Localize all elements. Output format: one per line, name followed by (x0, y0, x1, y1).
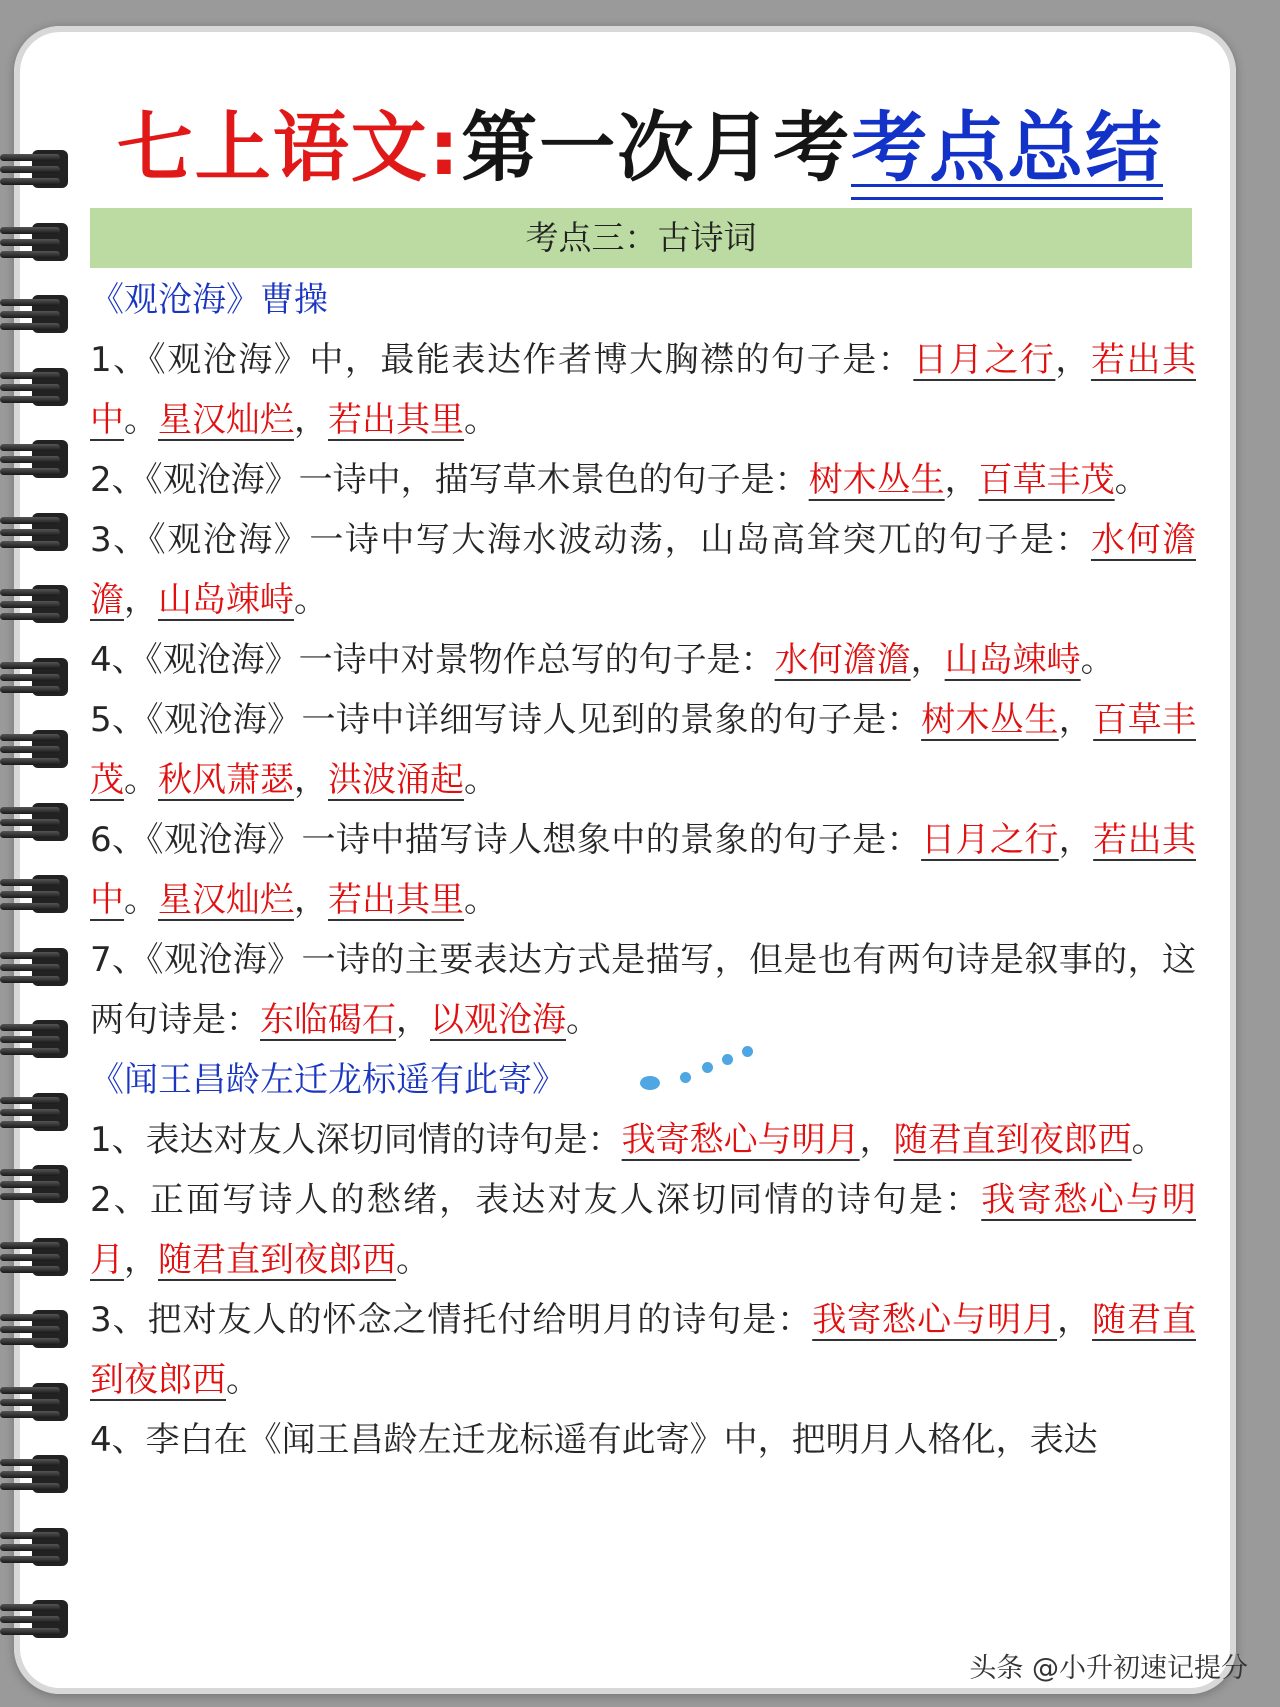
list-item: 1、《观沧海》中，最能表达作者博大胸襟的句子是：日月之行，若出其中。星汉灿烂，若出其里。 (90, 340, 1197, 440)
binding-ring (0, 1083, 74, 1141)
binding-ring (0, 503, 74, 561)
answer-text: 百草丰茂 (90, 700, 1197, 800)
list-item: 2、正面写诗人的愁绪，表达对友人深切同情的诗句是：我寄愁心与明月，随君直到夜郎西。 (90, 1180, 1196, 1280)
binding-ring (0, 1445, 74, 1503)
answer-text: 若出其中 (90, 820, 1197, 920)
binding-ring (0, 1373, 74, 1431)
answer-text: 日月之行 (921, 820, 1059, 860)
content-body (90, 270, 1196, 1470)
ink-smudge (610, 1010, 810, 1120)
answer-text: 我寄愁心与明月 (812, 1300, 1058, 1340)
answer-text: 我寄愁心与明月 (621, 1120, 860, 1160)
list-item: 6、《观沧海》一诗中描写诗人想象中的景象的句子是：日月之行，若出其中。星汉灿烂，若出其里。 (90, 820, 1197, 920)
list-item: 4、《观沧海》一诗中对景物作总写的句子是：水何澹澹，山岛竦峙。 (90, 640, 1115, 680)
smudge-dot (640, 1076, 660, 1090)
binding-ring (0, 213, 74, 271)
smudge-dot (722, 1054, 733, 1065)
answer-text: 以观沧海 (430, 1000, 566, 1040)
title-exam: 第一次月考 (461, 103, 852, 192)
binding-ring (0, 358, 74, 416)
list-item: 3、《观沧海》一诗中写大海水波动荡，山岛高耸突兀的句子是：水何澹澹，山岛竦峙。 (90, 520, 1196, 620)
binding-ring (0, 1228, 74, 1286)
answer-text: 日月之行 (913, 340, 1056, 380)
poem-heading-guan-cang-hai: 《观沧海》曹操 (90, 280, 328, 320)
answer-text: 星汉灿烂 (158, 400, 294, 440)
answer-text: 水何澹澹 (90, 520, 1196, 620)
answer-text: 若出其里 (328, 400, 464, 440)
binding-ring (0, 1590, 74, 1648)
title-summary: 考点总结 (851, 100, 1163, 196)
smudge-dot (680, 1072, 691, 1083)
answer-text: 我寄愁心与明月 (90, 1180, 1196, 1280)
answer-text: 水何澹澹 (774, 640, 911, 680)
answer-text: 树木丛生 (921, 700, 1059, 740)
binding-ring (0, 720, 74, 778)
title-subject: 七上语文: (116, 103, 462, 192)
answer-text: 秋风萧瑟 (158, 760, 294, 800)
list-item: 4、李白在《闻王昌龄左迁龙标遥有此寄》中，把明月人格化，表达 (90, 1420, 1098, 1460)
list-item: 7、《观沧海》一诗的主要表达方式是描写，但是也有两句诗是叙事的，这两句诗是：东临碣石，以观沧海。 (90, 940, 1196, 1040)
smudge-dot (742, 1046, 753, 1057)
answer-text: 洪波涌起 (328, 760, 464, 800)
answer-text: 星汉灿烂 (158, 880, 294, 920)
list-item: 5、《观沧海》一诗中详细写诗人见到的景象的句子是：树木丛生，百草丰茂。秋风萧瑟，洪波涌起。 (90, 700, 1197, 800)
answer-text: 百草丰茂 (978, 460, 1115, 500)
smudge-dot (702, 1062, 713, 1073)
binding-ring (0, 285, 74, 343)
page-title (0, 100, 1280, 196)
binding-ring (0, 430, 74, 488)
binding-ring (0, 793, 74, 851)
answer-text: 随君直到夜郎西 (90, 1300, 1197, 1400)
binding-ring (0, 648, 74, 706)
binding-ring (0, 1518, 74, 1576)
section-banner: 考点三：古诗词 (90, 208, 1192, 268)
answer-text: 东临碣石 (260, 1000, 396, 1040)
answer-text: 树木丛生 (808, 460, 945, 500)
list-item: 1、表达对友人深切同情的诗句是：我寄愁心与明月，随君直到夜郎西。 (90, 1120, 1166, 1160)
binding-ring (0, 1300, 74, 1358)
answer-text: 山岛竦峙 (158, 580, 294, 620)
watermark-footer: 头条 @小升初速记提分 (969, 1653, 1248, 1684)
answer-text: 若出其里 (328, 880, 464, 920)
list-item: 2、《观沧海》一诗中，描写草木景色的句子是：树木丛生，百草丰茂。 (90, 460, 1149, 500)
binding-ring (0, 865, 74, 923)
binding-ring (0, 938, 74, 996)
answer-text: 随君直到夜郎西 (893, 1120, 1132, 1160)
binding-ring (0, 1010, 74, 1068)
answer-text: 随君直到夜郎西 (158, 1240, 396, 1280)
answer-text: 若出其中 (90, 340, 1197, 440)
binding-ring (0, 1155, 74, 1213)
answer-text: 山岛竦峙 (944, 640, 1081, 680)
binding-ring (0, 575, 74, 633)
list-item: 3、把对友人的怀念之情托付给明月的诗句是：我寄愁心与明月，随君直到夜郎西。 (90, 1300, 1197, 1400)
poem-heading-wen-wang-changling: 《闻王昌龄左迁龙标遥有此寄》 (90, 1060, 566, 1100)
spiral-binding (0, 0, 80, 1707)
